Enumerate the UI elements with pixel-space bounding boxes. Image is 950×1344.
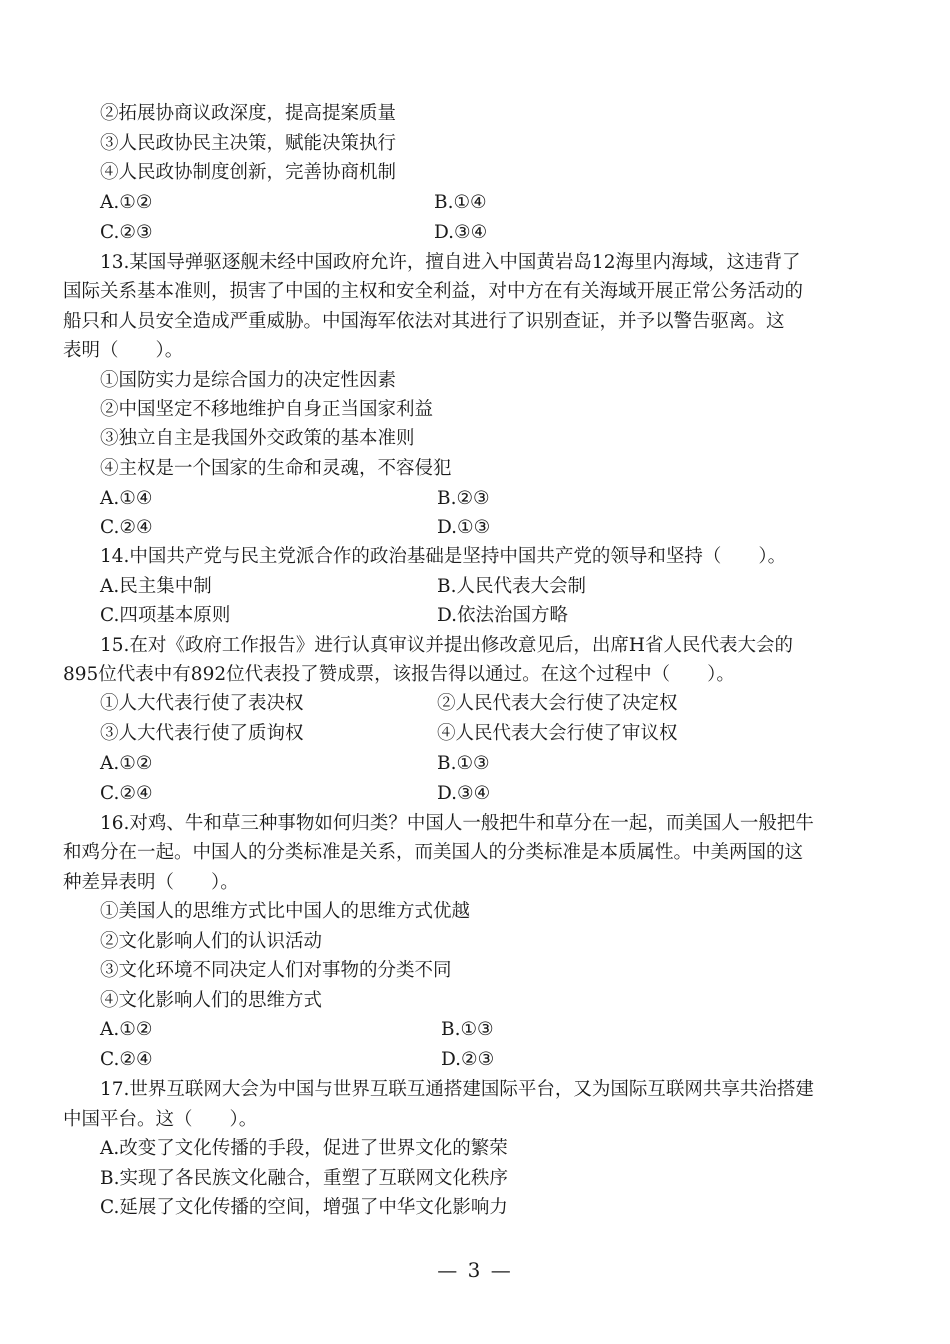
- q17-option-a: A.改变了文化传播的手段，促进了世界文化的繁荣: [100, 1138, 508, 1159]
- q13-option-b: B.②③: [437, 488, 490, 509]
- q13-stem-line-3: 船只和人员安全造成严重威胁。中国海军依法对其进行了识别查证，并予以警告驱离。这: [63, 311, 785, 332]
- q13-option-c: C.②④: [100, 517, 153, 538]
- q12-option-c: C.②③: [100, 222, 153, 243]
- q17-stem-line-2: 中国平台。这（ ）。: [63, 1109, 258, 1130]
- q15-statement-1: ①人大代表行使了表决权: [100, 693, 304, 714]
- q15-statement-3: ③人大代表行使了质询权: [100, 723, 304, 744]
- q16-statement-1: ①美国人的思维方式比中国人的思维方式优越: [100, 901, 471, 922]
- q16-option-a: A.①②: [100, 1019, 153, 1040]
- q12-statement-4: ④人民政协制度创新，完善协商机制: [100, 162, 397, 183]
- q16-statement-3: ③文化环境不同决定人们对事物的分类不同: [100, 960, 452, 981]
- q15-option-d: D.③④: [437, 783, 491, 804]
- q13-stem-line-1: 13.某国导弹驱逐舰未经中国政府允许，擅自进入中国黄岩岛12海里内海域，这违背了: [100, 252, 801, 273]
- q17-option-c: C.延展了文化传播的空间，增强了中华文化影响力: [100, 1197, 508, 1218]
- q15-stem-line-1: 15.在对《政府工作报告》进行认真审议并提出修改意见后，出席H省人民代表大会的: [100, 635, 794, 656]
- q13-stem-line-4: 表明（ ）。: [63, 340, 184, 361]
- q15-option-b: B.①③: [437, 753, 490, 774]
- q13-option-d: D.①③: [437, 517, 491, 538]
- q13-option-a: A.①④: [100, 488, 153, 509]
- q13-statement-2: ②中国坚定不移地维护自身正当国家利益: [100, 399, 434, 420]
- q16-option-c: C.②④: [100, 1049, 153, 1070]
- q14-option-a: A.民主集中制: [100, 576, 212, 597]
- q17-stem-line-1: 17.世界互联网大会为中国与世界互联互通搭建国际平台，又为国际互联网共享共治搭建: [100, 1079, 814, 1100]
- q15-option-a: A.①②: [100, 753, 153, 774]
- q12-option-d: D.③④: [434, 222, 488, 243]
- page-number: — 3 —: [437, 1258, 513, 1282]
- q12-statement-2: ②拓展协商议政深度，提高提案质量: [100, 103, 397, 124]
- q14-option-b: B.人民代表大会制: [437, 576, 586, 597]
- q12-option-b: B.①④: [434, 192, 487, 213]
- q16-stem-line-2: 和鸡分在一起。中国人的分类标准是关系，而美国人的分类标准是本质属性。中美两国的这: [63, 842, 804, 863]
- q13-statement-1: ①国防实力是综合国力的决定性因素: [100, 370, 397, 391]
- q16-statement-4: ④文化影响人们的思维方式: [100, 990, 323, 1011]
- q13-stem-line-2: 国际关系基本准则，损害了中国的主权和安全利益，对中方在有关海域开展正常公务活动的: [63, 281, 804, 302]
- q15-option-c: C.②④: [100, 783, 153, 804]
- q16-option-d: D.②③: [441, 1049, 495, 1070]
- q17-option-b: B.实现了各民族文化融合，重塑了互联网文化秩序: [100, 1168, 508, 1189]
- q15-statement-2: ②人民代表大会行使了决定权: [437, 693, 678, 714]
- q15-statement-4: ④人民代表大会行使了审议权: [437, 723, 678, 744]
- q12-statement-3: ③人民政协民主决策，赋能决策执行: [100, 133, 397, 154]
- q14-option-d: D.依法治国方略: [437, 605, 569, 626]
- q13-statement-4: ④主权是一个国家的生命和灵魂，不容侵犯: [100, 458, 452, 479]
- q16-stem-line-1: 16.对鸡、牛和草三种事物如何归类？中国人一般把牛和草分在一起，而美国人一般把牛: [100, 813, 814, 834]
- q12-option-a: A.①②: [100, 192, 153, 213]
- q16-statement-2: ②文化影响人们的认识活动: [100, 931, 323, 952]
- q16-option-b: B.①③: [441, 1019, 494, 1040]
- q14-stem: 14.中国共产党与民主党派合作的政治基础是坚持中国共产党的领导和坚持（ ）。: [100, 546, 787, 567]
- q13-statement-3: ③独立自主是我国外交政策的基本准则: [100, 428, 415, 449]
- q16-stem-line-3: 种差异表明（ ）。: [63, 872, 239, 893]
- q15-stem-line-2: 895位代表中有892位代表投了赞成票，该报告得以通过。在这个过程中（ ）。: [63, 664, 735, 685]
- q14-option-c: C.四项基本原则: [100, 605, 231, 626]
